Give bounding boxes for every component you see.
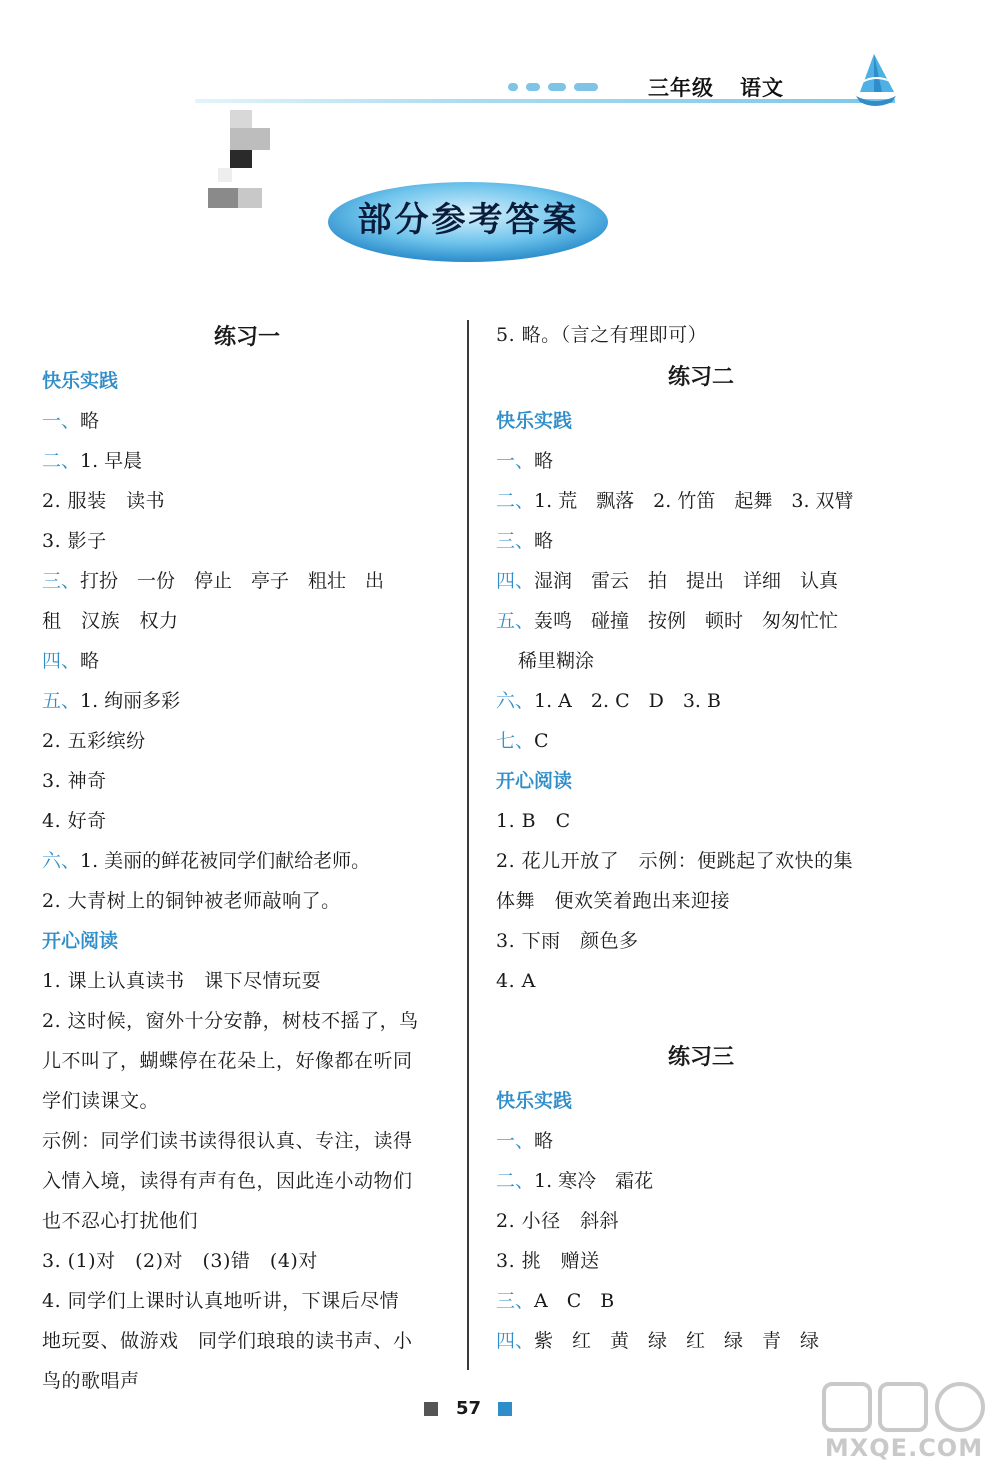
answer-line: 2. 花儿开放了 示例：便跳起了欢快的集 [496, 850, 854, 872]
answer-line: 鸟的歌唱声 [42, 1370, 140, 1392]
item-text: 略 [80, 650, 100, 672]
pixel-decoration [208, 110, 278, 210]
subsection-heading: 快乐实践 [496, 1090, 573, 1112]
header-rule [195, 99, 895, 103]
answer-line: 体舞 便欢笑着跑出来迎接 [496, 890, 731, 912]
spacer [496, 1001, 906, 1035]
item-number: 七、 [496, 730, 535, 752]
item-text: 轰鸣 碰撞 按例 顿时 匆匆忙忙 [534, 610, 839, 632]
answer-line: 3. 下雨 颜色多 [496, 930, 639, 952]
item-text: 紫 红 黄 绿 红 绿 青 绿 [534, 1330, 820, 1352]
answer-item [496, 721, 906, 761]
item-number: 五、 [42, 690, 81, 712]
answer-line: 2. 这时候，窗外十分安静，树枝不摇了，鸟 [42, 1010, 419, 1032]
answer-line: 地玩耍、做游戏 同学们琅琅的读书声、小 [42, 1330, 413, 1352]
item-text: A C B [534, 1290, 615, 1312]
answer-line: 2. 五彩缤纷 [42, 730, 146, 752]
section-title: 练习三 [667, 1045, 734, 1070]
answer-line: 2. 小径 斜斜 [496, 1210, 620, 1232]
answer-line: 3. 影子 [42, 530, 107, 552]
answer-item [42, 401, 452, 441]
grade-label: 三年级 [648, 76, 714, 100]
grade-subject-label [648, 72, 784, 102]
answer-line: 3. (1)对 (2)对 (3)错 (4)对 [42, 1250, 318, 1272]
item-text: 湿润 雷云 拍 提出 详细 认真 [534, 570, 839, 592]
answer-item [496, 1121, 906, 1161]
item-text: 1. A 2. C D 3. B [534, 690, 721, 712]
answer-item [42, 441, 452, 481]
answer-item [42, 681, 452, 721]
watermark-text: MXQE.COM [824, 1434, 984, 1462]
answer-line: 4. 同学们上课时认真地听讲，下课后尽情 [42, 1290, 400, 1312]
answer-line: 3. 挑 赠送 [496, 1250, 600, 1272]
item-number: 六、 [42, 850, 81, 872]
item-number: 三、 [496, 530, 535, 552]
answer-line: 2. 大青树上的铜钟被老师敲响了。 [42, 890, 341, 912]
subsection-heading: 开心阅读 [42, 930, 119, 952]
footer-blue-square [498, 1402, 512, 1416]
item-text: 打扮 一份 停止 亭子 粗壮 出 [80, 570, 385, 592]
right-answer-column [496, 315, 906, 1361]
item-text: 略 [80, 410, 100, 432]
answer-item [496, 441, 906, 481]
answer-item [496, 561, 906, 601]
answer-line: 1. 课上认真读书 课下尽情玩耍 [42, 970, 322, 992]
answer-item [496, 521, 906, 561]
item-text: 1. 绚丽多彩 [80, 690, 181, 712]
answer-item [496, 1161, 906, 1201]
item-number: 六、 [496, 690, 535, 712]
answer-line: 示例：同学们读书读得很认真、专注，读得 [42, 1130, 413, 1152]
item-number: 一、 [496, 1130, 535, 1152]
header-dots-decoration [508, 80, 608, 94]
answer-item [42, 641, 452, 681]
item-text: 1. 美丽的鲜花被同学们献给老师。 [80, 850, 371, 872]
answer-line: 4. A [496, 970, 536, 992]
item-number: 四、 [496, 1330, 535, 1352]
answer-line: 稀里糊涂 [518, 650, 595, 672]
subject-label: 语文 [740, 76, 784, 100]
answer-title-badge [327, 180, 610, 266]
item-text: 略 [534, 530, 554, 552]
item-number: 二、 [42, 450, 81, 472]
subsection-heading: 开心阅读 [496, 770, 573, 792]
answer-item [42, 841, 452, 881]
watermark-logo [818, 1378, 990, 1472]
item-number: 一、 [42, 410, 81, 432]
item-text: C [534, 730, 549, 752]
answer-line: 2. 服装 读书 [42, 490, 166, 512]
item-text: 略 [534, 1130, 554, 1152]
subsection-heading: 快乐实践 [42, 370, 119, 392]
page-number: 57 [456, 1398, 482, 1419]
answer-item [42, 561, 452, 601]
item-number: 五、 [496, 610, 535, 632]
item-number: 二、 [496, 1170, 535, 1192]
answer-item [496, 1281, 906, 1321]
footer-gray-square [424, 1402, 438, 1416]
answer-line: 学们读课文。 [42, 1090, 160, 1112]
subsection-heading: 快乐实践 [496, 410, 573, 432]
item-number: 三、 [496, 1290, 535, 1312]
answer-line: 3. 神奇 [42, 770, 107, 792]
item-text: 1. 寒冷 霜花 [534, 1170, 654, 1192]
answer-line: 也不忍心打扰他们 [42, 1210, 199, 1232]
section-title: 练习一 [213, 325, 280, 350]
item-number: 一、 [496, 450, 535, 472]
item-text: 1. 早晨 [80, 450, 143, 472]
section-title: 练习二 [667, 365, 734, 390]
item-number: 三、 [42, 570, 81, 592]
left-answer-column [42, 315, 452, 1401]
item-number: 二、 [496, 490, 535, 512]
answer-item [496, 681, 906, 721]
item-number: 四、 [496, 570, 535, 592]
page-title: 部分参考答案 [357, 200, 580, 240]
answer-line: 1. B C [496, 810, 571, 832]
answer-item [496, 601, 906, 641]
answer-line: 入情入境，读得有声有色，因此连小动物们 [42, 1170, 413, 1192]
answer-item [496, 1321, 906, 1361]
item-number: 四、 [42, 650, 81, 672]
answer-item [496, 481, 906, 521]
answer-line: 5. 略。（言之有理即可） [496, 324, 708, 346]
answer-line: 租 汉族 权力 [42, 610, 179, 632]
item-text: 1. 荒 飘落 2. 竹笛 起舞 3. 双臂 [534, 490, 854, 512]
sailboat-icon [852, 52, 898, 108]
answer-line: 儿不叫了，蝴蝶停在花朵上，好像都在听同 [42, 1050, 413, 1072]
column-divider [467, 320, 469, 1370]
answer-line: 4. 好奇 [42, 810, 107, 832]
item-text: 略 [534, 450, 554, 472]
